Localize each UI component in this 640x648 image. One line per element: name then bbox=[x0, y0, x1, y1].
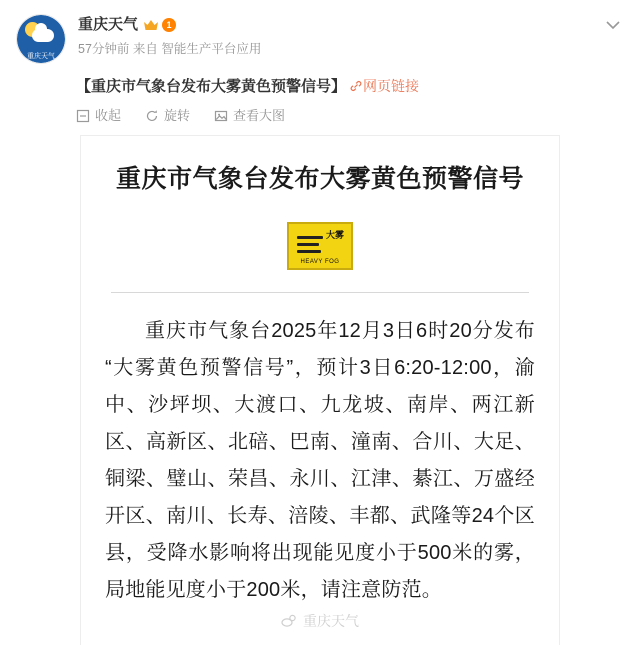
user-name[interactable]: 重庆天气 bbox=[78, 16, 139, 33]
article-title: 重庆市气象台发布大雾黄色预警信号 bbox=[115, 165, 524, 193]
crown-icon bbox=[143, 18, 159, 32]
web-link[interactable] bbox=[350, 78, 419, 94]
avatar-label: 重庆天气 bbox=[27, 53, 55, 60]
web-link-text: 网页链接 bbox=[363, 78, 420, 94]
watermark-text: 重庆天气 bbox=[303, 613, 359, 629]
member-level-badge[interactable]: 1 bbox=[162, 18, 176, 32]
view-large-label: 查看大图 bbox=[233, 108, 286, 123]
rotate-icon bbox=[145, 109, 159, 123]
collapse-label: 收起 bbox=[95, 108, 122, 123]
signal-label-bottom: HEAVY FOG bbox=[300, 259, 340, 265]
image-action-bar bbox=[0, 99, 640, 135]
fog-warning-signal-icon bbox=[287, 222, 353, 270]
post-meta bbox=[78, 14, 624, 58]
post-title-text: 【重庆市气象台发布大雾黄色预警信号】 bbox=[76, 78, 347, 95]
chevron-down-icon[interactable] bbox=[602, 14, 624, 36]
post-source-app[interactable]: 智能生产平台应用 bbox=[161, 42, 262, 56]
rotate-button[interactable] bbox=[145, 107, 190, 125]
view-large-button[interactable] bbox=[214, 107, 285, 125]
post-subinfo bbox=[78, 40, 624, 58]
post-source-prefix: 来自 bbox=[132, 42, 158, 56]
post-title bbox=[0, 64, 640, 99]
post-header bbox=[0, 0, 640, 64]
fog-lines bbox=[297, 236, 323, 257]
article-divider bbox=[111, 292, 529, 293]
link-icon bbox=[350, 75, 362, 99]
post-time: 57分钟前 bbox=[78, 42, 130, 56]
rotate-label: 旋转 bbox=[164, 108, 191, 123]
watermark-logo-icon bbox=[281, 613, 297, 629]
user-name-row bbox=[78, 14, 624, 36]
article-card[interactable] bbox=[80, 135, 560, 645]
article-body: 重庆市气象台2025年12月3日6时20分发布“大雾黄色预警信号”，预计3日6:20-12:00，渝中、沙坪坝、大渡口、九龙坡、南岸、两江新区、高新区、北碚、巴南、潼南、合川、大足、铜梁、璧山、荣昌、永川、江津、綦江、万盛经开区、南川、长寿、涪陵、丰都、武隆等24个区县，受降水影响将出现能见度小于500米的雾，局地能见度小于200米，请注意防范。 bbox=[105, 320, 535, 601]
signal-label-right: 大雾 bbox=[325, 230, 344, 240]
cloud-icon bbox=[32, 29, 54, 42]
view-large-icon bbox=[214, 109, 228, 123]
avatar[interactable] bbox=[16, 14, 66, 64]
watermark bbox=[81, 611, 559, 631]
collapse-icon bbox=[76, 109, 90, 123]
collapse-button[interactable] bbox=[76, 107, 121, 125]
warning-signal-image-wrap bbox=[103, 222, 537, 270]
